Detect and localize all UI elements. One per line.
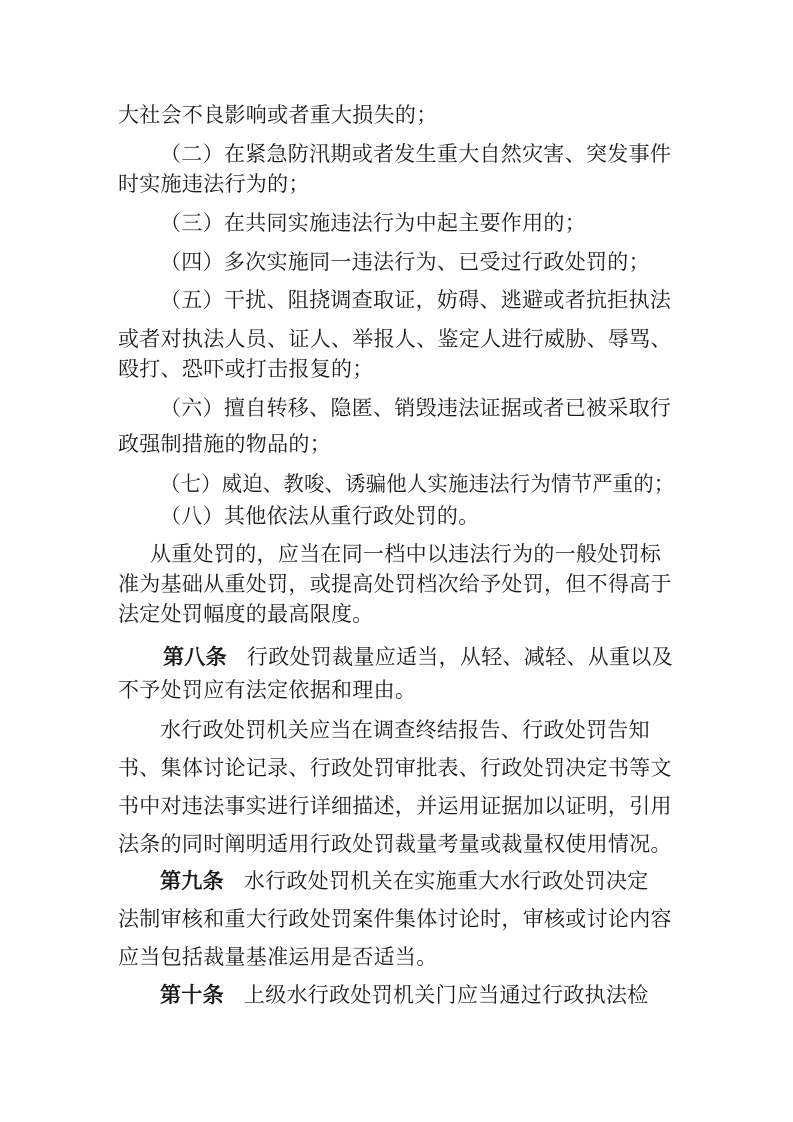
list-item-6: （六）擅自转移、隐匿、销毁违法证据或者已被采取行 [160, 396, 672, 420]
article-text: 水行政处罚机关在实施重大水行政处罚决定 [243, 869, 649, 893]
list-item-8: （八）其他依法从重行政处罚的。 [160, 504, 480, 528]
article-heading: 第八条 [163, 645, 227, 669]
article-9-line [160, 867, 649, 895]
body-line: 政强制措施的物品的； [118, 432, 331, 456]
article-text: 上级水行政处罚机关门应当通过行政执法检 [243, 983, 649, 1007]
body-line: 法定处罚幅度的最高限度。 [118, 602, 374, 626]
paragraph-line: 从重处罚的，应当在同一档中以违法行为的一般处罚标 [150, 542, 662, 566]
body-line: 不予处罚应有法定依据和理由。 [118, 678, 417, 702]
list-item-3: （三）在共同实施违法行为中起主要作用的； [160, 211, 586, 235]
list-item-5: （五）干扰、阻挠调查取证，妨碍、逃避或者抗拒执法 [160, 288, 672, 312]
article-heading: 第十条 [160, 983, 224, 1007]
body-line: 殴打、恐吓或打击报复的； [118, 357, 374, 381]
article-heading: 第九条 [160, 869, 224, 893]
body-line: 时实施违法行为的； [118, 172, 310, 196]
list-item-2: （二）在紧急防汛期或者发生重大自然灾害、突发事件 [160, 142, 672, 166]
article-10-line [160, 981, 649, 1009]
body-line: 书中对违法事实进行详细描述，并运用证据加以证明，引用 [118, 794, 672, 818]
body-line: 或者对执法人员、证人、举报人、鉴定人进行威胁、辱骂、 [118, 327, 672, 351]
list-item-7: （七）威迫、教唆、诱骗他人实施违法行为情节严重的； [160, 472, 675, 496]
body-line: 准为基础从重处罚，或提高处罚档次给予处罚，但不得高于 [118, 572, 672, 596]
body-line: 法条的同时阐明适用行政处罚裁量考量或裁量权使用情况。 [118, 832, 672, 856]
paragraph-line: 水行政处罚机关应当在调查终结报告、行政处罚告知 [160, 718, 650, 742]
article-8-line [163, 643, 673, 671]
body-line: 应当包括裁量基准运用是否适当。 [118, 945, 438, 969]
article-text: 行政处罚裁量应适当，从轻、减轻、从重以及 [246, 645, 673, 669]
body-line: 法制审核和重大行政处罚案件集体讨论时，审核或讨论内容 [118, 907, 672, 931]
list-item-4: （四）多次实施同一违法行为、已受过行政处罚的； [160, 250, 650, 274]
body-line: 书、集体讨论记录、行政处罚审批表、行政处罚决定书等文 [118, 756, 672, 780]
body-line: 大社会不良影响或者重大损失的； [118, 103, 438, 127]
